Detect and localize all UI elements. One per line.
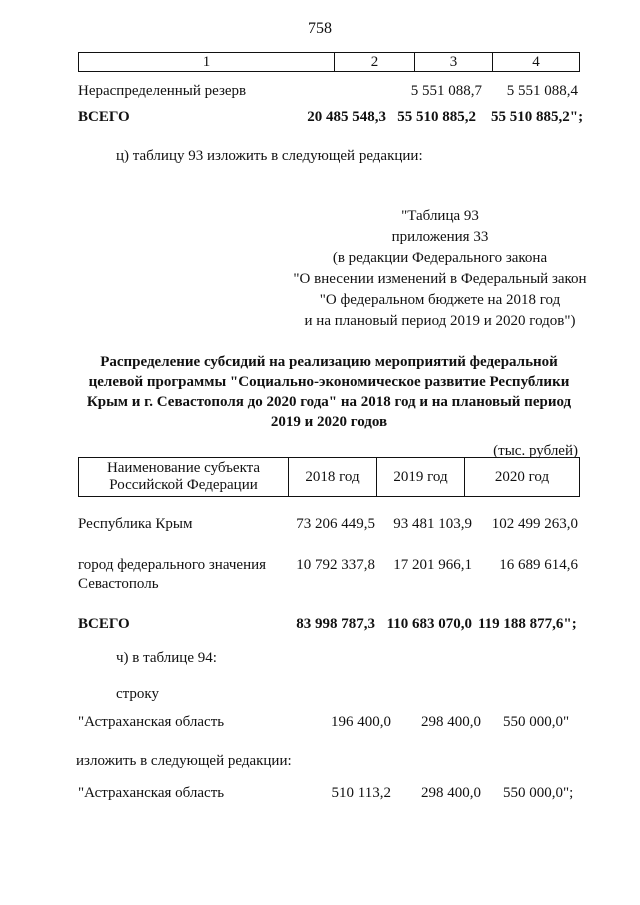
row-crimea-2020: 102 499 263,0 [491,516,578,532]
caption-line-5: "О федеральном бюджете на 2018 год [319,292,561,308]
new-row-v2: 298 400,0 [421,785,481,801]
new-row-v1: 510 113,2 [331,785,391,801]
row-crimea-2019: 93 481 103,9 [393,516,472,532]
new-row-v3: 550 000,0"; [503,785,574,801]
column-number-3: 3 [415,53,493,71]
row-sevastopol-name-2: Севастополь [78,576,159,592]
prev-total-c2: 20 485 548,3 [307,109,386,125]
column-number-1: 1 [79,53,335,71]
caption-line-4: "О внесении изменений в Федеральный закон [293,271,587,287]
reserve-row-name: Нераспределенный резерв [78,83,247,99]
old-row-v1: 196 400,0 [331,714,391,730]
header-2018: 2018 год [289,458,377,496]
column-number-2: 2 [335,53,415,71]
row-sevastopol-2020: 16 689 614,6 [499,557,578,573]
instruction-replace: изложить в следующей редакции: [76,753,292,769]
units-label: (тыс. рублей) [493,443,578,459]
instruction-ch: ч) в таблице 94: [116,650,217,666]
row-sevastopol-name-1: город федерального значения [78,557,267,573]
total-label: ВСЕГО [78,616,130,632]
old-row-v3: 550 000,0" [503,714,570,730]
total-2020: 119 188 877,6"; [478,616,577,632]
caption-line-3: (в редакции Федерального закона [332,250,548,266]
old-row-name: "Астраханская область [78,714,225,730]
total-2018: 83 998 787,3 [296,616,375,632]
prev-total-c4: 55 510 885,2"; [491,109,584,125]
word-row: строку [116,686,159,702]
prev-total-label: ВСЕГО [78,109,130,125]
row-crimea-name: Республика Крым [78,516,193,532]
prev-total-c3: 55 510 885,2 [397,109,476,125]
instruction-ts: ц) таблицу 93 изложить в следующей редакции: [116,148,423,164]
row-sevastopol-2018: 10 792 337,8 [296,557,375,573]
header-region-name: Наименование субъекта Российской Федерации [79,458,289,496]
caption-line-2: приложения 33 [391,229,489,245]
reserve-row-c4: 5 551 088,4 [506,83,578,99]
row-crimea-2018: 73 206 449,5 [296,516,375,532]
reserve-row-c3: 5 551 088,7 [410,83,482,99]
old-row-v2: 298 400,0 [421,714,481,730]
row-sevastopol-2019: 17 201 966,1 [393,557,472,573]
header-2020: 2020 год [494,468,550,485]
total-2019: 110 683 070,0 [386,616,472,632]
new-row-name: "Астраханская область [78,785,225,801]
caption-line-6: и на плановый период 2019 и 2020 годов") [304,313,576,329]
column-number-header [78,52,580,72]
caption-line-1: "Таблица 93 [401,208,479,224]
table-title: Распределение субсидий на реализацию мероприятий федеральной целевой программы "Социально-экономическое развитие Республики Крым и г. Севастополя до 2020 года" на 2018 год и на плановый период 2019 и 2020 годов [86,354,572,430]
table-93-header [78,457,580,497]
header-2019: 2019 год [377,458,465,496]
column-number-4: 4 [532,54,540,70]
page-number: 758 [308,20,332,37]
